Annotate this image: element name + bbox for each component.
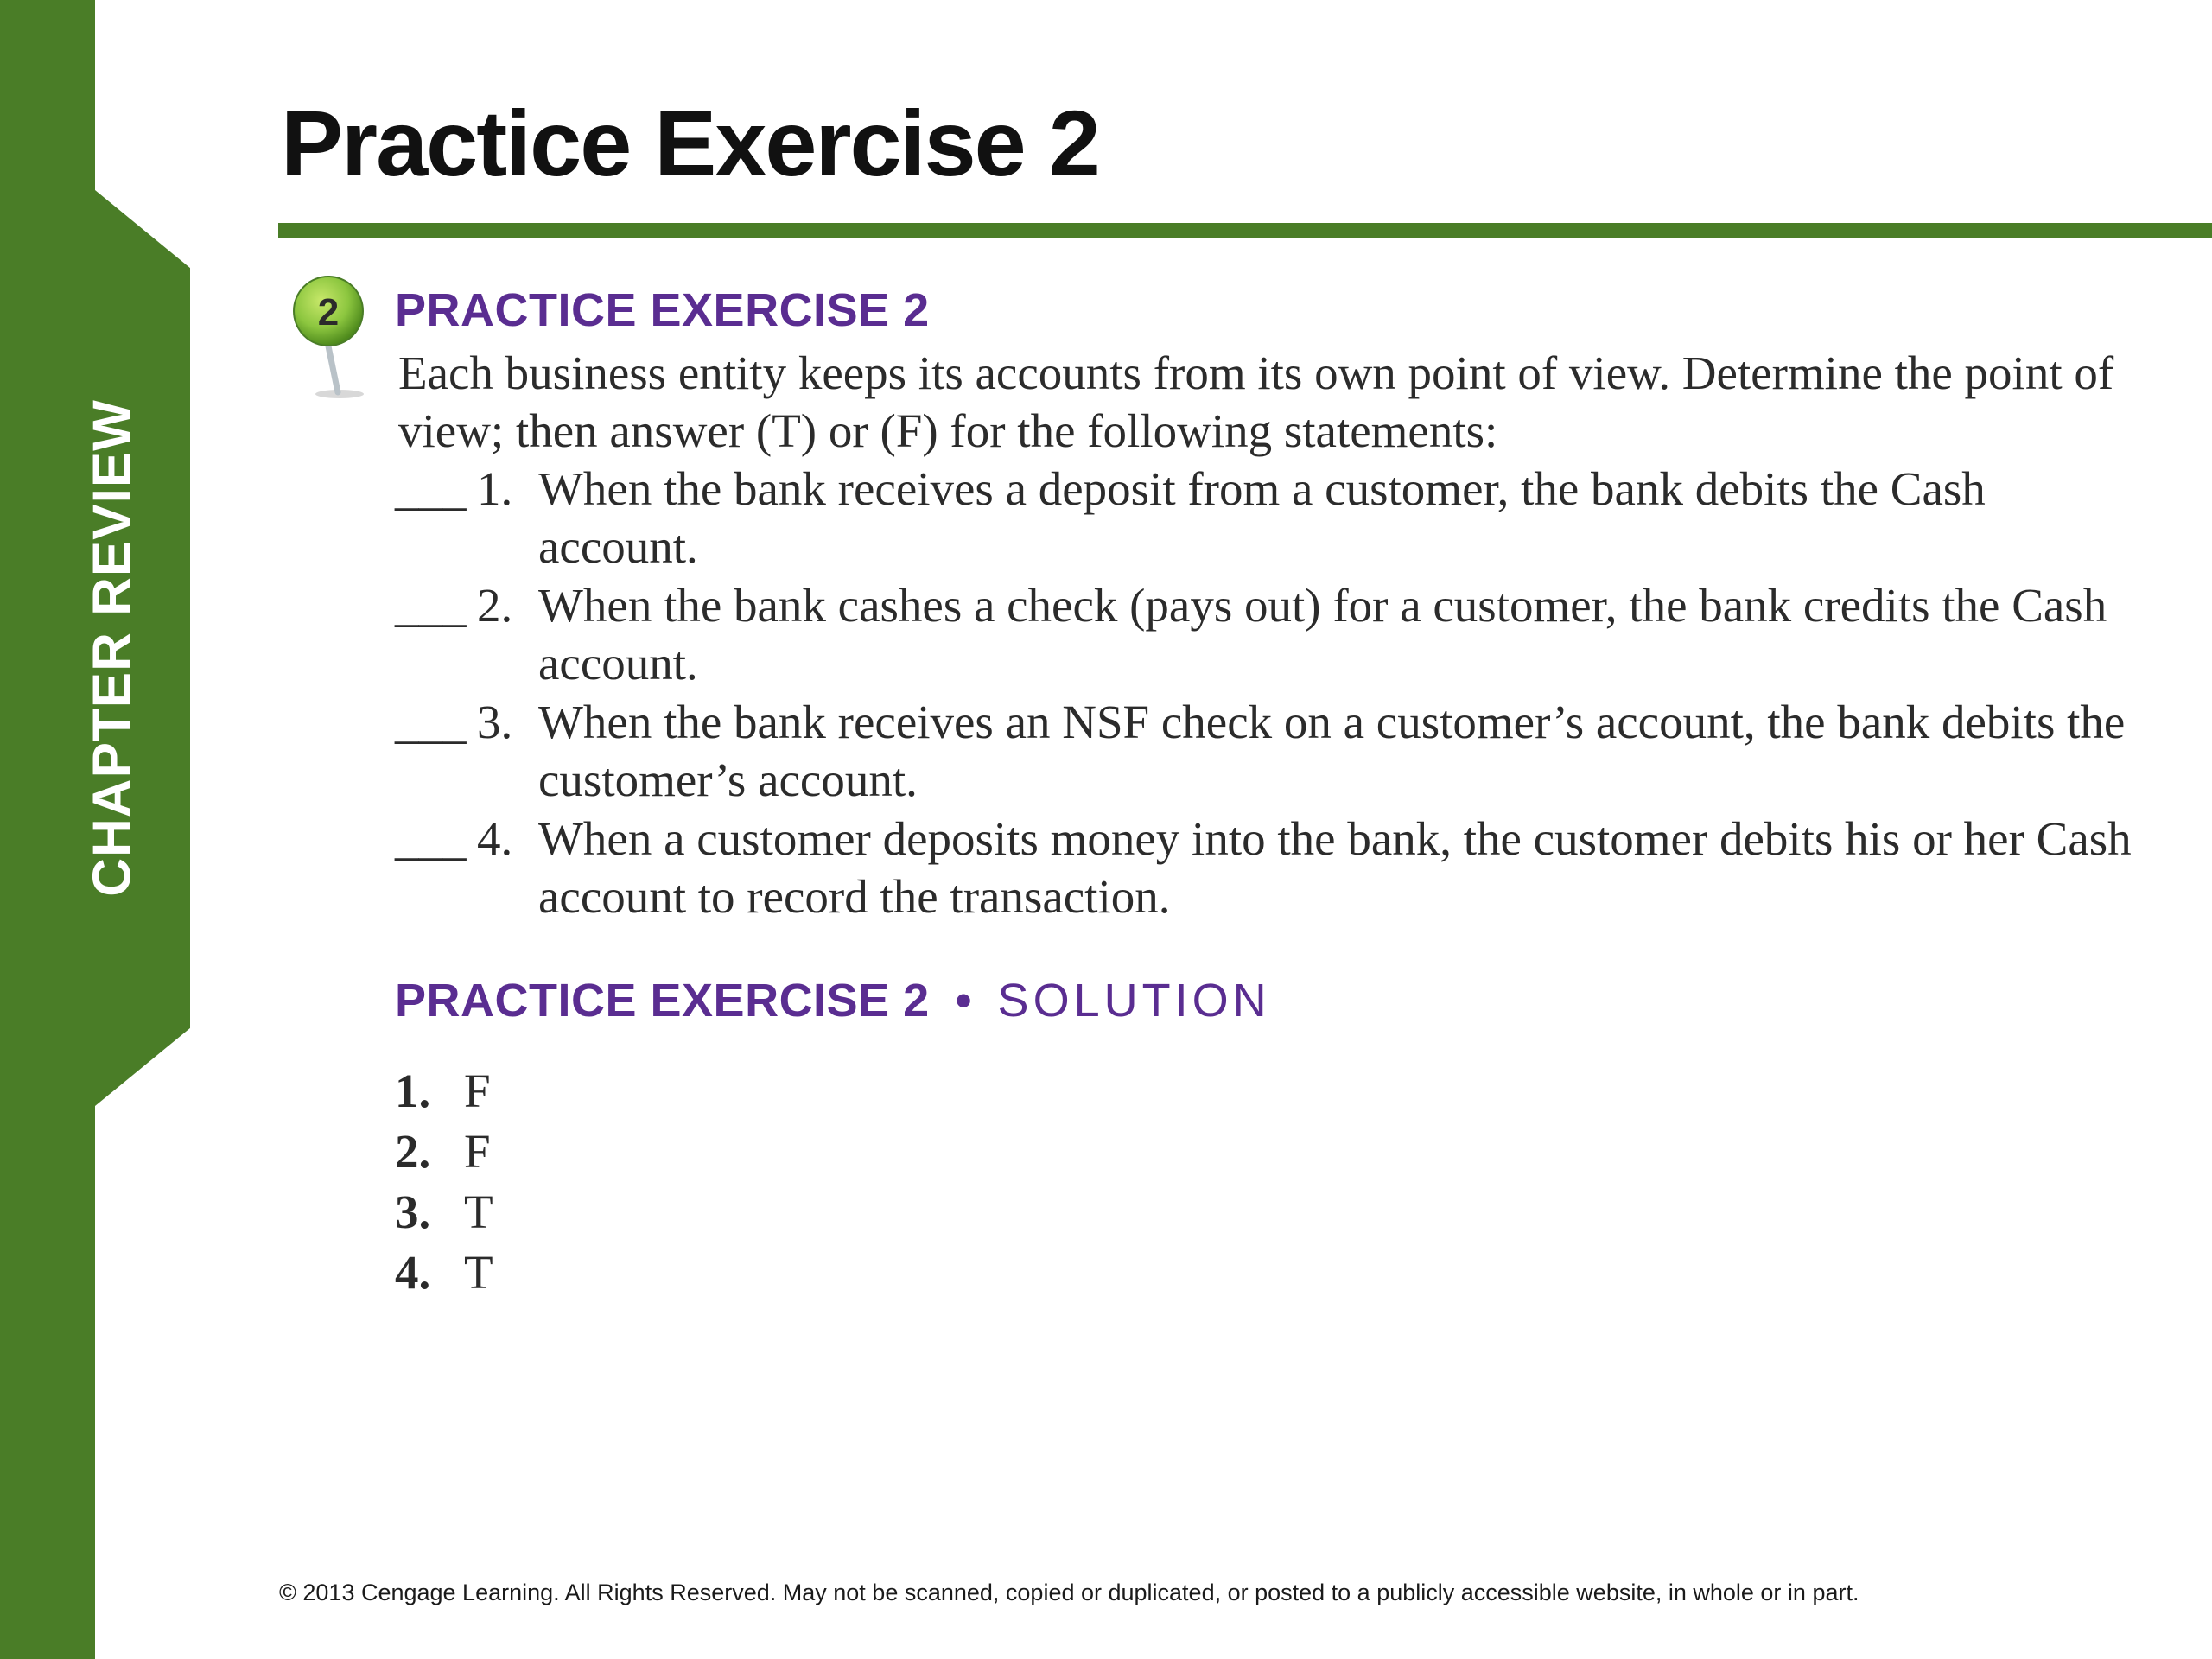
solution-answers <box>395 1061 493 1303</box>
answer-value: T <box>464 1185 493 1238</box>
map-pin-icon <box>289 275 367 404</box>
answer-blank: ___ <box>395 462 467 515</box>
solution-label: SOLUTION <box>997 975 1271 1027</box>
item-number: 4. <box>477 812 513 865</box>
answer-number: 4. <box>395 1246 431 1299</box>
item-text: When a customer deposits money into the bank, the customer debits his or her Cash account to record the transaction. <box>538 812 2132 923</box>
solution-title: PRACTICE EXERCISE 2 <box>395 975 930 1027</box>
answer-value: F <box>464 1065 491 1117</box>
sidebar-label: CHAPTER REVIEW <box>82 399 143 897</box>
item-number: 3. <box>477 696 513 748</box>
answer-row <box>395 1061 493 1122</box>
item-text: When the bank receives a deposit from a customer, the bank debits the Cash account. <box>538 462 1986 573</box>
item-text: When the bank cashes a check (pays out) for a customer, the bank credits the Cash account. <box>538 579 2107 690</box>
exercise-items <box>395 460 2140 926</box>
item-text: When the bank receives an NSF check on a customer’s account, the bank debits the customer’s account. <box>538 696 2126 806</box>
item-number: 1. <box>477 462 513 515</box>
copyright-footer: © 2013 Cengage Learning. All Rights Reserved. May not be scanned, copied or duplicated, or posted to a publicly accessible website, in whole or in part. <box>279 1580 1859 1605</box>
exercise-item <box>395 810 2140 925</box>
exercise-item <box>395 576 2140 692</box>
exercise-intro: Each business entity keeps its accounts from its own point of view. Determine the point of view; then answer (T) or (F) for the following statements: <box>398 346 2114 457</box>
answer-row <box>395 1182 493 1243</box>
page-title: Practice Exercise 2 <box>281 91 1099 195</box>
item-number: 2. <box>477 579 513 632</box>
answer-blank: ___ <box>395 579 467 632</box>
answer-blank: ___ <box>395 812 467 865</box>
title-rule <box>278 223 2212 238</box>
exercise-heading: PRACTICE EXERCISE 2 <box>395 284 930 336</box>
solution-heading <box>395 974 1271 1027</box>
badge-number: 2 <box>317 291 340 334</box>
answer-number: 2. <box>395 1125 431 1178</box>
answer-blank: ___ <box>395 696 467 748</box>
answer-value: T <box>464 1246 493 1299</box>
answer-row <box>395 1243 493 1303</box>
answer-row <box>395 1122 493 1182</box>
answer-value: F <box>464 1125 491 1178</box>
exercise-item <box>395 460 2140 575</box>
bullet-separator: • <box>955 975 972 1027</box>
answer-number: 1. <box>395 1065 431 1117</box>
answer-number: 3. <box>395 1185 431 1238</box>
exercise-item <box>395 693 2140 809</box>
